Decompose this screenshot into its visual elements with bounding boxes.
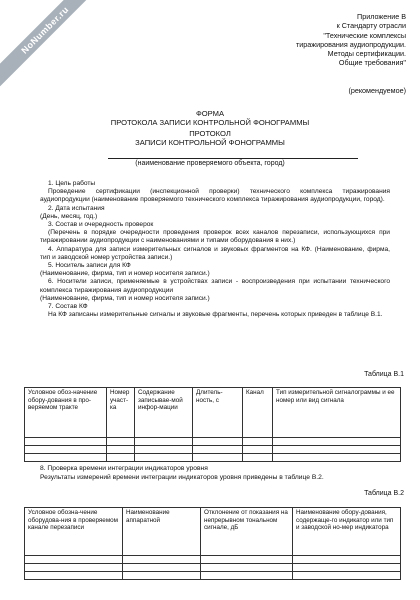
table2-caption: Таблица В.2: [364, 490, 404, 497]
body-paragraph: (Наименование, фирма, тип и номер носителя записи.): [40, 270, 210, 278]
table-header-cell: Условное обозна-чение оборудова-ния в проверяемом канале перезаписи: [25, 508, 123, 556]
form-title: [0, 109, 420, 128]
table-row: [25, 438, 401, 446]
table-header-cell: Содержание записывае-мой инфор-мации: [135, 388, 193, 438]
section-heading: 5. Носитель записи для КФ: [48, 262, 131, 270]
table-header-cell: Наименование аппаратной: [123, 508, 201, 556]
appendix-line: Приложение В: [357, 12, 406, 21]
protocol-title: [0, 129, 420, 148]
section-heading: 3. Состав и очередность проверок: [48, 221, 154, 229]
table-row: [25, 572, 401, 580]
section-8: [40, 464, 390, 482]
appendix-line: к Стандарту отрасли: [336, 21, 406, 31]
table-header-cell: Тип измерительной сигналограммы и ее номер или вид сигнала: [273, 388, 401, 438]
section-heading: 1. Цель работы: [48, 180, 96, 187]
body-paragraph: 6. Носители записи, применяемые в устройствах записи - воспроизведения при испытании технического комплекса тиражирования аудиопродукции: [40, 278, 390, 294]
appendix-line: Методы сертификации.: [327, 49, 406, 59]
body-paragraph: Проведение сертификации (инспекционной проверки) технического комплекса тиражирования аудиопродукции (наименование проверяемого технического комплекса тиражирования аудиопродукции, город).: [40, 188, 390, 204]
table-header-cell: Отклонение от показания на непрерывном тональном сигнале, дБ: [201, 508, 293, 556]
section-heading: 7. Состав КФ: [48, 303, 88, 311]
table-row: [25, 564, 401, 572]
table-header-row: [25, 388, 401, 438]
body-paragraph: (День, месяц, год.): [40, 212, 98, 220]
table-header-cell: Длитель-ность, с: [193, 388, 243, 438]
section-heading: 2. Дата испытания: [48, 204, 105, 212]
table-header-cell: Номер участ-ка: [107, 388, 135, 438]
table-b1: [24, 387, 401, 462]
section-heading: 8. Проверка времени интеграции индикаторов уровня: [40, 465, 208, 472]
table-row: [25, 556, 401, 564]
body-paragraph: (Перечень в порядке очередности проведения проверок всех каналов перезаписи, использующихся при тиражировании аудиопродукции с наименованиями и типами оборудования в них.): [40, 229, 390, 245]
table-b2: [24, 507, 401, 580]
table1-caption: Таблица В.1: [364, 371, 404, 378]
protocol-title-line: ПРОТОКОЛ: [189, 129, 231, 138]
body-paragraph: 4. Аппаратура для записи измерительных сигналов и звуковых фрагментов на КФ. (Наименование, фирма, тип и заводской номер устройства записи.): [40, 245, 390, 261]
table-header-cell: Наименование обору-дования, содержаще-го индикатор или тип и заводской но-мер индикатора: [293, 508, 401, 556]
recommended-note: (рекомендуемое): [348, 86, 406, 95]
form-title-line: ПРОТОКОЛА ЗАПИСИ КОНТРОЛЬНОЙ ФОНОГРАММЫ: [110, 118, 310, 128]
table-header-cell: Условное обоз-начение обору-дования в про-веряемом тракте: [25, 388, 107, 438]
body-paragraph: (Наименование, фирма, тип и номер носителя записи.): [40, 294, 210, 302]
watermark-ribbon: NoNumber.ru: [0, 0, 104, 89]
table-row: [25, 446, 401, 454]
appendix-line: Общие требования": [338, 58, 406, 68]
appendix-line: "Технические комплексы: [323, 30, 406, 40]
appendix-line: тиражирования аудиопродукции.: [295, 39, 406, 49]
body-paragraph: На КФ записаны измерительные сигналы и звуковые фрагменты, перечень которых приведен в таблице В.1.: [48, 311, 383, 319]
protocol-body: [40, 180, 390, 319]
appendix-note: [246, 12, 406, 68]
form-title-line: ФОРМА: [195, 109, 225, 118]
object-caption: (наименование проверяемого объекта, город): [135, 160, 285, 167]
table-header-cell: Канал: [243, 388, 273, 438]
table-header-row: [25, 508, 401, 556]
table-row: [25, 454, 401, 462]
protocol-title-line: ЗАПИСИ КОНТРОЛЬНОЙ ФОНОГРАММЫ: [135, 138, 285, 148]
body-paragraph: Результаты измерений времени интеграции индикаторов уровня приведены в таблице В.2.: [40, 474, 324, 481]
